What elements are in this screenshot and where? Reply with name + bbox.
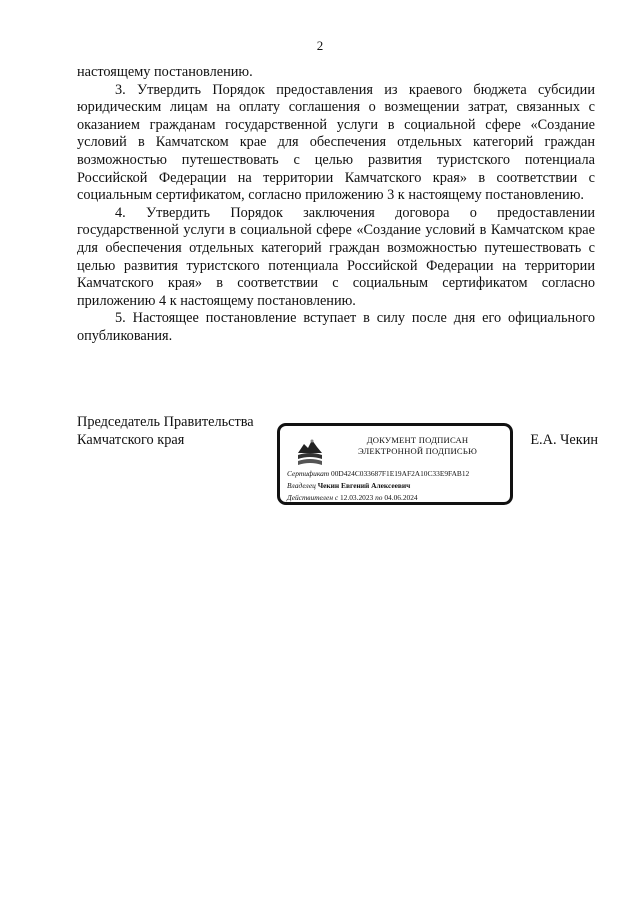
- stamp-heading-line2: ЭЛЕКТРОННОЙ ПОДПИСЬЮ: [357, 446, 477, 456]
- valid-to: 04.06.2024: [384, 493, 418, 502]
- document-body: [77, 64, 595, 346]
- signatory-title-line2: Камчатского края: [77, 432, 185, 448]
- owner-value: Чекин Евгений Алексеевич: [317, 481, 411, 490]
- valid-label: Действителен с: [287, 493, 339, 502]
- valid-from: 12.03.2023: [339, 493, 374, 502]
- paragraph-3: 3. Утвердить Порядок предоставления из краевого бюджета субсидии юридическим лицам на оплату соглашения о возмещении затрат, связанных с оказанием гражданам государственной услуги в социальной сфере «Создание условий в Камчатском крае для обеспечения отдельных категорий граждан возможностью путешествовать с целью развития туристского потенциала Российской Федерации на территории Камчатского края» в соответствии с социальным сертификатом, согласно приложению 3 к настоящему постановлению.: [77, 81, 595, 204]
- stamp-certificate: [287, 469, 469, 478]
- owner-label: Владелец: [287, 481, 316, 490]
- paragraph-5: 5. Настоящее постановление вступает в силу после дня его официального опубликования.: [77, 310, 595, 344]
- signatory-title: [77, 413, 254, 449]
- stamp-heading: [330, 435, 505, 457]
- paragraph-4: 4. Утвердить Порядок заключения договора о предоставлении государственной услуги в социальной сфере «Создание условий в Камчатском крае для обеспечения отдельных категорий граждан возможностью путешествовать с целью развития туристского потенциала Российской Федерации на территории Камчатского края» в соответствии с социальным сертификатом согласно приложению 4 к настоящему постановлению.: [77, 204, 595, 309]
- stamp-validity: [287, 493, 418, 502]
- valid-to-label: по: [375, 493, 383, 502]
- stamp-owner: [287, 481, 410, 490]
- kamchatka-emblem-icon: [295, 436, 325, 468]
- paragraph-continuation: настоящему постановлению.: [77, 64, 253, 80]
- signatory-title-line1: Председатель Правительства: [77, 414, 254, 430]
- page-number: 2: [316, 38, 324, 53]
- signatory-name: Е.А. Чекин: [530, 432, 598, 448]
- certificate-value: 00D424C033687F1E19AF2A10C33E9FAB12: [331, 469, 470, 478]
- certificate-label: Сертификат: [287, 469, 330, 478]
- electronic-signature-stamp: [277, 423, 513, 505]
- stamp-heading-line1: ДОКУМЕНТ ПОДПИСАН: [366, 435, 469, 445]
